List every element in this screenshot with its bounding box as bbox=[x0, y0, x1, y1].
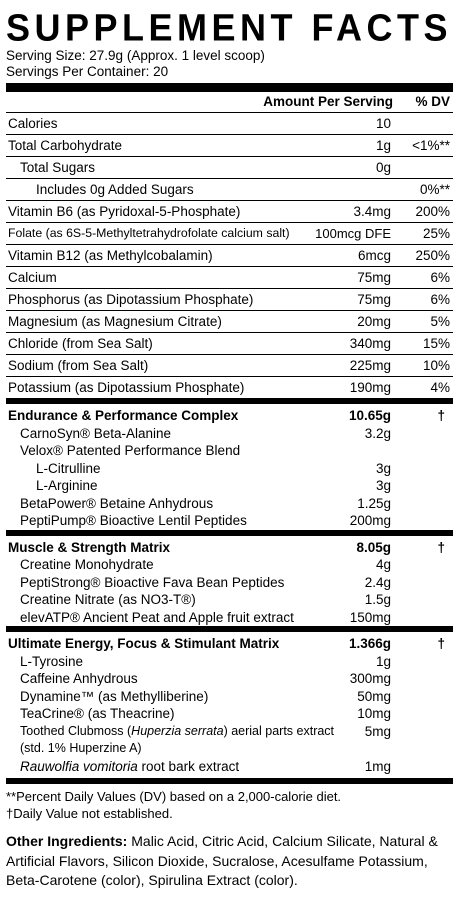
nutrient-name: Chloride (from Sea Salt) bbox=[8, 336, 153, 351]
ingredient-name: Caffeine Anhydrous bbox=[20, 671, 138, 686]
nutrient-amount: 100mcg DFE bbox=[315, 226, 391, 241]
serving-size: Serving Size: 27.9g (Approx. 1 level scoop) bbox=[6, 48, 265, 63]
ingredient-name: Dynamine™ (as Methylliberine) bbox=[20, 688, 209, 704]
ingredient-amount: 10mg bbox=[357, 706, 391, 721]
ingredient-amount: 1.25g bbox=[357, 495, 391, 511]
ingredient-row bbox=[6, 758, 453, 776]
nutrient-row bbox=[6, 332, 453, 354]
nutrient-amount: 20mg bbox=[357, 314, 391, 329]
ingredient-amount: 5mg bbox=[364, 723, 391, 739]
ingredient-name: L-Citrulline bbox=[36, 460, 101, 476]
ingredient-row bbox=[6, 556, 453, 574]
ingredient-row bbox=[6, 670, 453, 688]
ingredient-amount: 200mg bbox=[349, 513, 391, 528]
nutrient-amount: 75mg bbox=[357, 270, 391, 285]
ingredient-amount: 3g bbox=[375, 478, 391, 493]
section-name: Endurance & Performance Complex bbox=[8, 408, 239, 423]
nutrient-dv: 15% bbox=[422, 336, 450, 351]
ingredient-row bbox=[6, 723, 453, 741]
section-header bbox=[6, 407, 453, 425]
section-header bbox=[6, 539, 453, 557]
nutrient-dv: 200% bbox=[415, 204, 450, 219]
ingredient-amount: 1g bbox=[375, 653, 391, 669]
other-ingredients bbox=[6, 832, 453, 891]
nutrient-dv: 5% bbox=[430, 314, 450, 329]
nutrient-dv: <1%** bbox=[412, 138, 450, 153]
section-dv: † bbox=[437, 539, 445, 555]
ingredient-row bbox=[6, 591, 453, 609]
footnotes bbox=[6, 788, 453, 822]
ingredient-row bbox=[6, 442, 453, 460]
ingredient-name: L-Tyrosine bbox=[20, 653, 84, 669]
section-dv: † bbox=[437, 636, 445, 651]
ingredient-name: CarnoSyn® Beta-Alanine bbox=[20, 425, 172, 441]
nutrient-row bbox=[6, 310, 453, 332]
ingredient-name: Toothed Clubmoss (Huperzia serrata) aerial parts extract bbox=[20, 723, 335, 738]
nutrient-amount: 225mg bbox=[349, 358, 391, 373]
nutrient-amount: 0g bbox=[375, 160, 391, 175]
nutrient-row bbox=[6, 134, 453, 156]
ingredient-row bbox=[6, 574, 453, 592]
ingredient-name: Rauwolfia vomitoria root bark extract bbox=[20, 758, 240, 774]
section-header bbox=[6, 635, 453, 653]
footnote-dagger: †Daily Value not established. bbox=[6, 806, 173, 821]
nutrient-name: Total Sugars bbox=[20, 160, 96, 175]
nutrient-name: Vitamin B12 (as Methylcobalamin) bbox=[8, 248, 213, 263]
ingredient-name: BetaPower® Betaine Anhydrous bbox=[20, 495, 214, 511]
nutrient-dv: 6% bbox=[430, 270, 450, 285]
ingredient-amount: 1.5g bbox=[364, 592, 391, 607]
section-endurance bbox=[6, 407, 453, 530]
nutrient-amount: 190mg bbox=[349, 380, 391, 395]
servings-per-container: Servings Per Container: 20 bbox=[6, 64, 169, 79]
nutrient-name: Phosphorus (as Dipotassium Phosphate) bbox=[8, 292, 254, 307]
ingredient-row bbox=[6, 425, 453, 443]
thick-divider bbox=[6, 398, 453, 404]
ingredient-name: elevATP® Ancient Peat and Apple fruit extract bbox=[20, 609, 294, 625]
nutrient-name: Potassium (as Dipotassium Phosphate) bbox=[8, 380, 245, 395]
thick-divider bbox=[6, 626, 453, 632]
nutrient-table bbox=[6, 112, 453, 398]
amount-header: Amount Per Serving bbox=[263, 94, 393, 109]
other-ingredients-text: Malic Acid, Citric Acid, Calcium Silicate, Natural & Artificial Flavors, Silicon Dioxide, Sucralose, Acesulfame Potassium, Beta-Carotene (color), Spirulina Extract (color). bbox=[6, 833, 438, 888]
ingredient-amount: 1mg bbox=[364, 758, 391, 774]
nutrient-dv: 6% bbox=[430, 292, 450, 307]
dv-header: % DV bbox=[415, 94, 450, 109]
section-name: Muscle & Strength Matrix bbox=[8, 539, 171, 555]
ingredient-amount: 4g bbox=[375, 557, 391, 572]
nutrient-dv: 4% bbox=[430, 380, 450, 395]
ingredient-name: PeptiPump® Bioactive Lentil Peptides bbox=[20, 513, 247, 528]
nutrient-row bbox=[6, 244, 453, 266]
ingredient-amount: 3.2g bbox=[364, 425, 391, 441]
nutrient-amount: 340mg bbox=[349, 336, 391, 351]
ingredient-name: Creatine Nitrate (as NO3-T®) bbox=[20, 592, 196, 607]
nutrient-row bbox=[6, 178, 453, 200]
nutrient-row bbox=[6, 266, 453, 288]
nutrient-dv: 10% bbox=[422, 358, 450, 373]
thick-divider bbox=[6, 778, 453, 784]
nutrient-row bbox=[6, 288, 453, 310]
supplement-facts-panel bbox=[6, 5, 453, 891]
nutrient-row bbox=[6, 200, 453, 222]
ingredient-amount: 150mg bbox=[349, 609, 391, 625]
nutrient-row bbox=[6, 376, 453, 398]
nutrient-name: Sodium (from Sea Salt) bbox=[8, 358, 149, 373]
ingredient-name: Velox® Patented Performance Blend bbox=[20, 443, 241, 458]
ingredient-name: Creatine Monohydrate bbox=[20, 557, 154, 572]
nutrient-dv: 250% bbox=[415, 248, 450, 263]
nutrient-amount: 1g bbox=[375, 138, 391, 153]
nutrient-name: Folate (as 6S-5-Methyltetrahydrofolate calcium salt) bbox=[8, 226, 290, 240]
section-amount: 1.366g bbox=[348, 636, 391, 651]
nutrient-amount: 75mg bbox=[357, 292, 391, 307]
footnote-dv: **Percent Daily Values (DV) based on a 2,000-calorie diet. bbox=[6, 789, 342, 804]
ingredient-row bbox=[6, 740, 453, 758]
section-amount: 8.05g bbox=[356, 539, 391, 555]
nutrient-row bbox=[6, 354, 453, 376]
section-dv: † bbox=[437, 408, 445, 423]
ingredient-row bbox=[6, 705, 453, 723]
ingredient-row bbox=[6, 512, 453, 530]
nutrient-name: Includes 0g Added Sugars bbox=[36, 182, 194, 197]
nutrient-dv: 0%** bbox=[419, 182, 450, 197]
nutrient-amount: 6mcg bbox=[357, 248, 391, 263]
section-muscle bbox=[6, 539, 453, 627]
nutrient-row bbox=[6, 112, 453, 134]
ingredient-name: TeaCrine® (as Theacrine) bbox=[20, 706, 175, 721]
ingredient-name: (std. 1% Huperzine A) bbox=[20, 741, 142, 755]
section-name: Ultimate Energy, Focus & Stimulant Matrix bbox=[8, 636, 280, 651]
nutrient-name: Total Carbohydrate bbox=[8, 138, 123, 153]
table-header bbox=[6, 92, 453, 112]
nutrient-amount: 3.4mg bbox=[353, 204, 391, 219]
ingredient-amount: 2.4g bbox=[364, 574, 391, 590]
nutrient-row bbox=[6, 156, 453, 178]
nutrient-dv: 25% bbox=[422, 226, 450, 241]
nutrient-amount: 10 bbox=[375, 116, 391, 131]
section-amount: 10.65g bbox=[348, 408, 391, 423]
section-energy bbox=[6, 635, 453, 775]
panel-title: SUPPLEMENT FACTS bbox=[6, 5, 453, 49]
ingredient-amount: 50mg bbox=[357, 688, 391, 704]
thick-divider bbox=[6, 530, 453, 536]
ingredient-row bbox=[6, 609, 453, 627]
thick-divider bbox=[6, 83, 453, 92]
nutrient-name: Magnesium (as Magnesium Citrate) bbox=[8, 314, 222, 329]
nutrient-row bbox=[6, 222, 453, 244]
other-ingredients-label: Other Ingredients: bbox=[6, 833, 128, 849]
ingredient-row bbox=[6, 688, 453, 706]
ingredient-amount: 300mg bbox=[349, 671, 391, 686]
ingredient-row bbox=[6, 477, 453, 495]
ingredient-row bbox=[6, 495, 453, 513]
ingredient-name: PeptiStrong® Bioactive Fava Bean Peptides bbox=[20, 574, 285, 590]
ingredient-amount: 3g bbox=[375, 460, 391, 476]
nutrient-name: Calories bbox=[8, 116, 58, 131]
nutrient-name: Vitamin B6 (as Pyridoxal-5-Phosphate) bbox=[8, 204, 241, 219]
ingredient-row bbox=[6, 653, 453, 671]
ingredient-row bbox=[6, 460, 453, 478]
ingredient-name: L-Arginine bbox=[36, 478, 98, 493]
nutrient-name: Calcium bbox=[8, 270, 57, 285]
